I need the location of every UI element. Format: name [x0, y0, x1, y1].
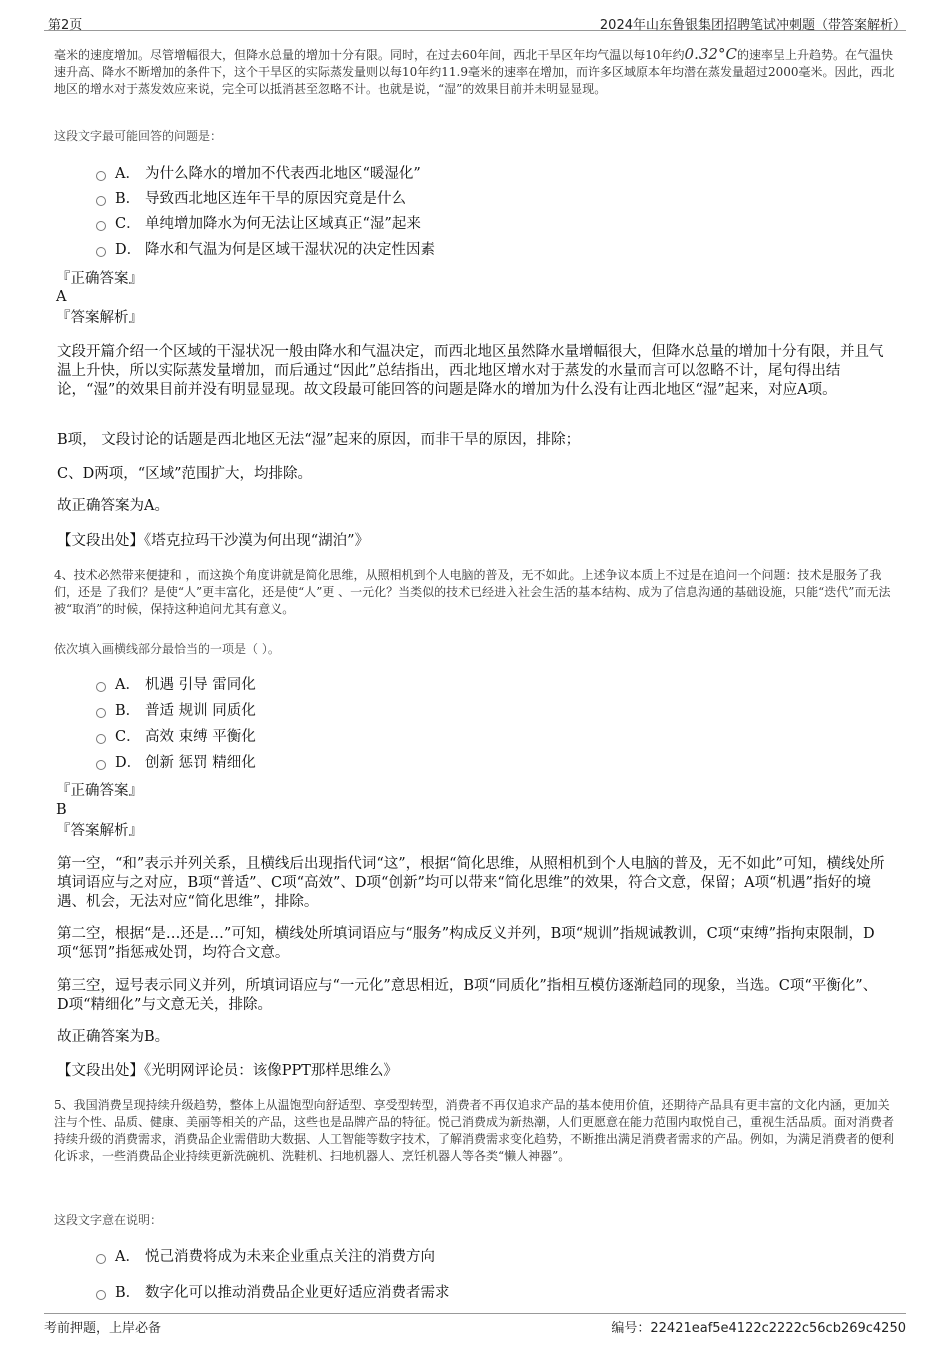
radio-button[interactable]	[96, 1254, 106, 1264]
q3-answer: A	[56, 289, 67, 305]
q4-question: 依次填入画横线部分最恰当的一项是（ ）。	[54, 642, 280, 656]
q3-option-c[interactable]: C． 单纯增加降水为何无法让区域真正“湿”起来	[96, 214, 876, 234]
q5-question: 这段文字意在说明：	[54, 1213, 163, 1227]
q3-analysis-para-2: B项， 文段讨论的话题是西北地区无法“湿”起来的原因，而非干旱的原因，排除；	[57, 432, 581, 448]
radio-button[interactable]	[96, 734, 106, 744]
radio-button[interactable]	[96, 196, 106, 206]
q3-option-d[interactable]: D． 降水和气温为何是区域干湿状况的决定性因素	[96, 240, 876, 260]
document-code: 编号：22421eaf5e4122c2222c56cb269c4250	[611, 1321, 906, 1336]
q4-analysis-para-4: 故正确答案为B。	[57, 1029, 170, 1045]
q3-analysis-para-3: C、D两项，“区域”范围扩大，均排除。	[57, 466, 313, 482]
q4-passage: 4、技术必然带来便捷和 ，而这换个角度讲就是简化思维，从照相机到个人电脑的普及，无不如此。上述争议本质上不过是在追问一个问题：技术是服务了我们，还是 了我们？是使“人”更丰富化，还是使“人”更 、一元化？当类似的技术已经进入社会生活的基本结构、成为了信息沟通的基础设施，只能“迭代”而无法被“取消”的时候，保持这种追问尤其有意义。	[54, 568, 891, 616]
q4-option-d[interactable]: D． 创新 惩罚 精细化	[96, 753, 876, 773]
q4-option-c[interactable]: C． 高效 束缚 平衡化	[96, 727, 876, 747]
page-footer	[44, 1313, 906, 1334]
q3-option-b[interactable]: B． 导致西北地区连年干旱的原因究竟是什么	[96, 189, 876, 209]
q4-analysis-para-1: 第一空，“和”表示并列关系，且横线后出现指代词“这”，根据“简化思维，从照相机到个人电脑的普及，无不如此”可知，横线处所填词语应与之对应，B项“普适”、C项“高效”、D项“创新”均可以带来“简化思维”的效果，符合文意，保留；A项“机遇”指好的境遇、机会，无法对应“简化思维”，排除。	[57, 856, 885, 910]
radio-button[interactable]	[96, 682, 106, 692]
page-header	[44, 10, 906, 31]
q4-answer: B	[56, 802, 67, 818]
q4-analysis-para-3: 第三空，逗号表示同义并列，所填词语应与“一元化”意思相近，B项“同质化”指相互模仿逐渐趋同的现象，当选。C项“平衡化”、D项“精细化”与文意无关，排除。	[57, 978, 878, 1013]
q3-analysis-para-4: 故正确答案为A。	[57, 498, 169, 514]
q4-option-a[interactable]: A． 机遇 引导 雷同化	[96, 675, 876, 695]
q3-analysis-para-1: 文段开篇介绍一个区域的干湿状况一般由降水和气温决定，而西北地区虽然降水量增幅很大，但降水总量的增加十分有限，并且气温上升快，所以实际蒸发量增加，而后通过“因此”总结指出，西北地区增水对于蒸发的水量而言可以忽略不计，尾句得出结论，“湿”的效果目前并没有明显显现。故文段最可能回答的问题是降水的增加为什么没有让西北地区“湿”起来，对应A项。	[57, 344, 884, 398]
radio-button[interactable]	[96, 1290, 106, 1300]
q5-passage: 5、我国消费呈现持续升级趋势，整体上从温饱型向舒适型、享受型转型，消费者不再仅追求产品的基本使用价值，还期待产品具有更丰富的文化内涵，更加关注与个性、品质、健康、美丽等相关的产品，这些也是品牌产品的特征。悦己消费成为新热潮，人们更愿意在能力范围内取悦自己，重视生活品质。面对消费者持续升级的消费需求，消费品企业需借助大数据、人工智能等数字技术，了解消费需求变化趋势，不断推出满足消费者需求的产品。例如，为满足消费者的便利化诉求，一些消费品企业持续更新洗碗机、洗鞋机、扫地机器人、烹饪机器人等各类“懒人神器”。	[54, 1098, 895, 1163]
q4-analysis-label: 『答案解析』	[56, 823, 143, 839]
q3-passage: 毫米的速度增加。尽管增幅很大，但降水总量的增加十分有限。同时，在过去60年间，西北干旱区年均气温以每10年约0.32°C的速率呈上升趋势。在气温快速升高、降水不断增加的条件下，这个干旱区的实际蒸发量则以每10年约11.9毫米的速率在增加，而许多区域原本年均潜在蒸发量超过2000毫米。因此，西北地区的增水对于蒸发效应来说，完全可以抵消甚至忽略不计。也就是说，“湿”的效果目前并未明显显现。	[54, 45, 895, 96]
q3-question: 这段文字最可能回答的问题是：	[54, 129, 223, 143]
q4-analysis-para-2: 第二空，根据“是…还是…”可知，横线处所填词语应与“服务”构成反义并列，B项“规训”指规诫教训，C项“束缚”指拘束限制，D项“惩罚”指惩戒处罚，均符合文意。	[57, 926, 875, 961]
document-title: 2024年山东鲁银集团招聘笔试冲刺题（带答案解析）	[599, 18, 906, 33]
radio-button[interactable]	[96, 708, 106, 718]
q3-source: 【文段出处】《塔克拉玛干沙漠为何出现“湖泊”》	[57, 533, 370, 549]
q5-option-a[interactable]: A． 悦己消费将成为未来企业重点关注的消费方向	[96, 1247, 876, 1267]
q3-analysis-label: 『答案解析』	[56, 310, 143, 326]
radio-button[interactable]	[96, 247, 106, 257]
q3-answer-label: 『正确答案』	[56, 271, 143, 287]
q5-option-b[interactable]: B． 数字化可以推动消费品企业更好适应消费者需求	[96, 1283, 876, 1303]
radio-button[interactable]	[96, 760, 106, 770]
radio-button[interactable]	[96, 171, 106, 181]
q4-answer-label: 『正确答案』	[56, 783, 143, 799]
q3-option-a[interactable]: A． 为什么降水的增加不代表西北地区“暖湿化”	[96, 164, 876, 184]
q4-source: 【文段出处】《光明网评论员：该像PPT那样思维么》	[57, 1063, 398, 1079]
page-number: 第2页	[48, 18, 83, 33]
q4-option-b[interactable]: B． 普适 规训 同质化	[96, 701, 876, 721]
radio-button[interactable]	[96, 221, 106, 231]
temperature-formula: 0.32°C	[684, 45, 737, 63]
footer-slogan: 考前押题，上岸必备	[44, 1321, 162, 1336]
